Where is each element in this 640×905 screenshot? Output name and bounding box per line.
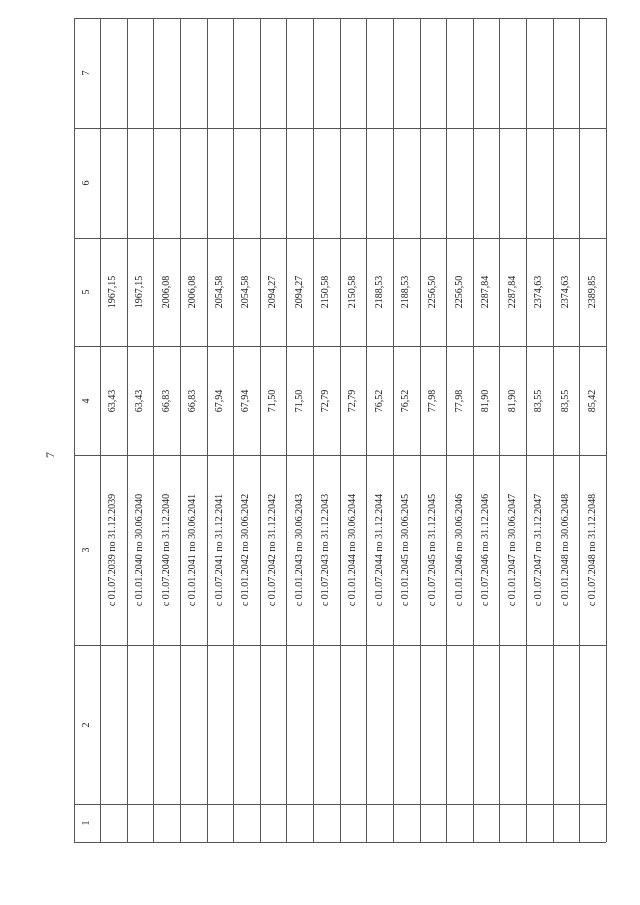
table-row-col4-text: 77,98 — [453, 389, 465, 412]
table-row-col4 — [579, 346, 606, 455]
table-row-col5-text: 1967,15 — [107, 275, 119, 309]
table-row-col4-text: 81,90 — [506, 389, 518, 412]
table-row-col5 — [393, 238, 420, 346]
column-header-1 — [74, 804, 100, 842]
table-row-col4 — [100, 346, 127, 455]
table-row-period-text: с 01.07.2039 по 31.12.2039 — [107, 493, 119, 607]
table-row-period-text: с 01.01.2045 по 30.06.2045 — [400, 493, 412, 607]
table-row-col4-text: 66,83 — [160, 389, 172, 412]
table-row-period-text: с 01.01.2041 по 30.06.2041 — [187, 493, 199, 607]
table-row-col5-text: 2006,08 — [187, 275, 199, 309]
page-number: 7 — [43, 452, 57, 458]
table-row-col4-text: 71,50 — [293, 389, 305, 412]
table-row-period — [499, 455, 526, 645]
table-row-col5-text: 2287,84 — [506, 275, 518, 309]
column-header-1-text: 1 — [81, 820, 92, 826]
table-row-period — [207, 455, 234, 645]
table-row-col4-text: 76,52 — [400, 389, 412, 412]
table-row-period — [340, 455, 367, 645]
column-separator — [74, 645, 606, 646]
table-row-period-text: с 01.01.2044 по 30.06.2044 — [346, 493, 358, 607]
table-row-col5 — [207, 238, 234, 346]
table-row-period-text: с 01.07.2041 по 31.12.2041 — [213, 493, 225, 607]
table-row-col5 — [233, 238, 260, 346]
table-row-period — [153, 455, 180, 645]
table-row-col4 — [286, 346, 313, 455]
table-row-period-text: с 01.01.2048 по 30.06.2048 — [560, 493, 572, 607]
table-row-col5-text: 2374,63 — [560, 275, 572, 309]
column-separator — [74, 804, 606, 805]
table-row-col5 — [499, 238, 526, 346]
table-row-period — [100, 455, 127, 645]
table-row-period-text: с 01.01.2040 по 30.06.2040 — [133, 493, 145, 607]
table-border-right — [606, 18, 607, 842]
table-row-period-text: с 01.07.2045 по 31.12.2045 — [426, 493, 438, 607]
table-row-col5 — [286, 238, 313, 346]
table-row-col5-text: 2150,58 — [346, 275, 358, 309]
table-row-col5-text: 2094,27 — [293, 275, 305, 309]
table-row-col5 — [526, 238, 553, 346]
table-row-col5 — [366, 238, 393, 346]
table-row-col4 — [127, 346, 154, 455]
column-header-5-text: 5 — [81, 289, 92, 295]
table-row-period-text: с 01.01.2043 по 30.06.2043 — [293, 493, 305, 607]
table-border-top — [74, 18, 606, 19]
column-header-3 — [74, 455, 100, 645]
table-row-period — [260, 455, 287, 645]
table-row-col5-text: 2054,58 — [240, 275, 252, 309]
table-row-col4 — [499, 346, 526, 455]
table-row-col5 — [180, 238, 207, 346]
table-row-col5-text: 2188,53 — [373, 275, 385, 309]
table-row-period-text: с 01.01.2046 по 30.06.2046 — [453, 493, 465, 607]
table-row-col5 — [473, 238, 500, 346]
table-row-period-text: с 01.01.2047 по 30.06.2047 — [506, 493, 518, 607]
column-header-6-text: 6 — [81, 180, 92, 186]
table-row-col5-text: 2374,63 — [533, 275, 545, 309]
table-row-col4-text: 72,79 — [320, 389, 332, 412]
column-header-5 — [74, 238, 100, 346]
column-header-4-text: 4 — [81, 398, 92, 403]
table-row-col5-text: 2389,85 — [586, 275, 598, 309]
table-row-col5-text: 2094,27 — [267, 275, 279, 309]
table-row-period — [393, 455, 420, 645]
table-row-col4-text: 67,94 — [213, 389, 225, 412]
table-row-col4 — [473, 346, 500, 455]
table-row-period — [553, 455, 580, 645]
table-row-col4 — [260, 346, 287, 455]
column-header-6 — [74, 128, 100, 238]
table-row-period-text: с 01.07.2044 по 31.12.2044 — [373, 493, 385, 607]
table-row-col4 — [420, 346, 447, 455]
table-row-col4-text: 72,79 — [346, 389, 358, 412]
table-row-col4 — [233, 346, 260, 455]
table-row-col4-text: 66,83 — [187, 389, 199, 412]
table-row-col4 — [207, 346, 234, 455]
table-row-period-text: с 01.07.2042 по 31.12.2042 — [267, 493, 279, 607]
table-row-col4-text: 63,43 — [133, 389, 145, 412]
column-header-4 — [74, 346, 100, 455]
table-row-period — [180, 455, 207, 645]
table-row-period — [473, 455, 500, 645]
table-border-bottom — [74, 842, 606, 843]
column-header-2-text: 2 — [81, 722, 92, 727]
table-row-col4-text: 83,55 — [560, 389, 572, 412]
table-row-col4-text: 76,52 — [373, 389, 385, 412]
table-row-col4 — [366, 346, 393, 455]
table-row-col5-text: 2287,84 — [480, 275, 492, 309]
table-row-period — [579, 455, 606, 645]
column-header-2 — [74, 645, 100, 804]
table-row-col5-text: 1967,15 — [133, 275, 145, 309]
table-row-period — [446, 455, 473, 645]
table-row-period — [127, 455, 154, 645]
table-row-col4-text: 67,94 — [240, 389, 252, 412]
table-row-col5 — [260, 238, 287, 346]
table-row-col5-text: 2150,58 — [320, 275, 332, 309]
table-row-col4-text: 71,50 — [267, 389, 279, 412]
table-row-period — [366, 455, 393, 645]
table-row-col4 — [553, 346, 580, 455]
table-row-period-text: с 01.07.2040 по 31.12.2040 — [160, 493, 172, 607]
table-row-col4 — [393, 346, 420, 455]
table-row-col5 — [420, 238, 447, 346]
table-row-period-text: с 01.07.2046 по 31.12.2046 — [480, 493, 492, 607]
table-row-period — [526, 455, 553, 645]
column-header-7-text: 7 — [81, 70, 92, 76]
table-row-col5-text: 2256,50 — [453, 275, 465, 309]
column-header-3-text: 3 — [81, 547, 92, 553]
table-row-col5-text: 2188,53 — [400, 275, 412, 309]
table-row-col5 — [127, 238, 154, 346]
table-row-col5 — [153, 238, 180, 346]
table-row-col4-text: 85,42 — [586, 389, 598, 412]
table-row-col5 — [100, 238, 127, 346]
table-row-period-text: с 01.07.2047 по 31.12.2047 — [533, 493, 545, 607]
table-row-col4 — [180, 346, 207, 455]
table-row-col4-text: 77,98 — [426, 389, 438, 412]
table-row-col4-text: 83,55 — [533, 389, 545, 412]
table-row-col5-text: 2006,08 — [160, 275, 172, 309]
table-row-period-text: с 01.07.2043 по 31.12.2043 — [320, 493, 332, 607]
table-row-col4 — [340, 346, 367, 455]
table-row-period — [313, 455, 340, 645]
table-row-col5 — [340, 238, 367, 346]
table-row-col4-text: 63,43 — [107, 389, 119, 412]
table-row-col5 — [579, 238, 606, 346]
table-row-col5 — [313, 238, 340, 346]
table-row-col5 — [553, 238, 580, 346]
table-row-col5 — [446, 238, 473, 346]
table-row-period — [233, 455, 260, 645]
table-row-col4-text: 81,90 — [480, 389, 492, 412]
table-row-col5-text: 2256,50 — [426, 275, 438, 309]
table-row-period — [286, 455, 313, 645]
column-header-7 — [74, 18, 100, 128]
table-row-col5-text: 2054,58 — [213, 275, 225, 309]
table-row-period — [420, 455, 447, 645]
table-row-col4 — [313, 346, 340, 455]
table-row-period-text: с 01.07.2048 по 31.12.2048 — [586, 493, 598, 607]
table-row-col4 — [446, 346, 473, 455]
table-row-col4 — [153, 346, 180, 455]
column-separator — [74, 128, 606, 129]
table-row-col4 — [526, 346, 553, 455]
table-row-period-text: с 01.01.2042 по 30.06.2042 — [240, 493, 252, 607]
